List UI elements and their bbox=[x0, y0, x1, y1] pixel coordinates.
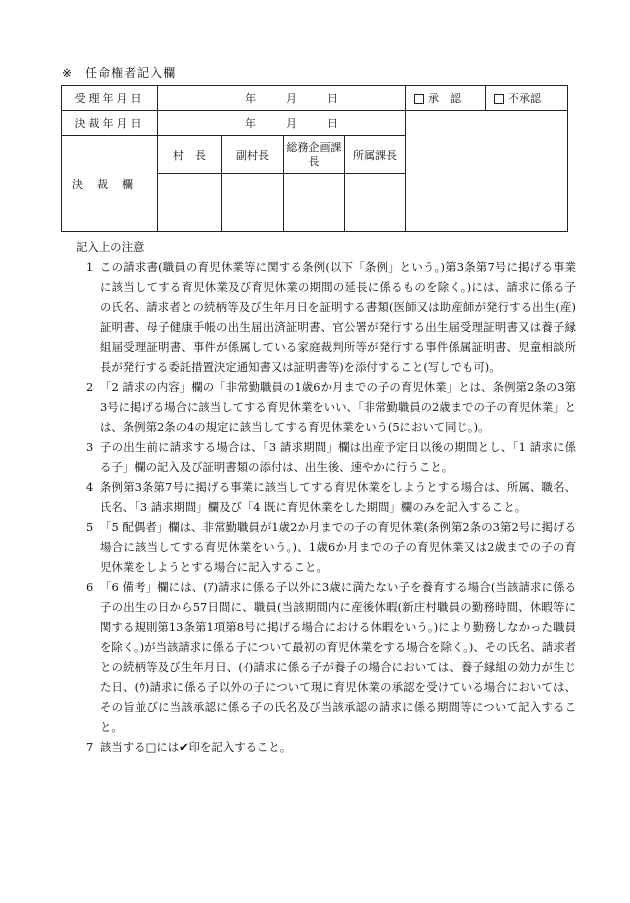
approver-header: 所属課長 bbox=[345, 136, 406, 174]
note-item bbox=[76, 477, 576, 517]
note-number: 7 bbox=[86, 740, 94, 754]
year-unit: 年 bbox=[245, 117, 256, 130]
note-number: 2 bbox=[86, 380, 94, 394]
receipt-date-field[interactable] bbox=[158, 86, 406, 111]
note-number: 4 bbox=[86, 480, 94, 494]
approver-header: 総務企画課長 bbox=[284, 136, 345, 174]
approve-checkbox[interactable] bbox=[406, 86, 486, 111]
day-unit: 日 bbox=[327, 92, 338, 105]
note-text: 該当する□には✔印を記入すること。 bbox=[100, 740, 292, 754]
checkbox-icon bbox=[494, 94, 504, 104]
decision-remarks-area[interactable] bbox=[406, 111, 568, 232]
note-text: 「5 配偶者」欄は、非常勤職員が1歳2か月までの子の育児休業(条例第2条の3第2号に掲げる場合に該当してする育児休業をいう。)、1歳6か月までの子の育児休業又は2歳までの子の育児休業をしようとする場合に記入すること。 bbox=[100, 520, 576, 574]
note-item bbox=[76, 517, 576, 577]
year-unit: 年 bbox=[245, 92, 256, 105]
note-text: 条例第3条第7号に掲げる事業に該当してする育児休業をしようとする場合は、所属、職名、氏名、「3 請求期間」欄及び「4 既に育児休業をした期間」欄のみを記入すること。 bbox=[100, 480, 576, 514]
approver-header: 副村長 bbox=[222, 136, 284, 174]
note-text: 「2 請求の内容」欄の「非常勤職員の1歳6か月までの子の育児休業」とは、条例第2条の3第3号に掲げる場合に該当してする育児休業をいい、「非常勤職員の2歳までの子の育児休業」とは、条例第2条の4の規定に該当してする育児休業をいう(5において同じ。)。 bbox=[100, 380, 576, 434]
reject-label: 不承認 bbox=[508, 92, 541, 105]
reference-mark: ※ bbox=[62, 66, 74, 80]
seal-cell[interactable] bbox=[222, 174, 284, 232]
notes-list bbox=[76, 257, 576, 757]
approve-label: 承 認 bbox=[428, 92, 461, 105]
seal-cell[interactable] bbox=[284, 174, 345, 232]
note-item bbox=[76, 737, 576, 757]
note-text: この請求書(職員の育児休業等に関する条例(以下「条例」という。)第3条第7号に掲げる事業に該当してする育児休業及び育児休業の期間の延長に係るものを除く。)には、請求に係る子の氏名、請求者との続柄等及び生年月日を証明する書類(医師又は助産師が発行する出生(産)証明書、母子健康手帳の出生届出済証明書、官公署が発行する出生届受理証明書又は養子縁組届受理証明書、事件が係属している家庭裁判所等が発行する事件係属証明書、児童相談所長が発行する委託措置決定通知書又は証明書等)を添付すること(写しでも可)。 bbox=[100, 260, 576, 374]
decision-date-label: 決裁年月日 bbox=[62, 111, 158, 136]
month-unit: 月 bbox=[286, 92, 297, 105]
note-number: 6 bbox=[86, 580, 94, 594]
notes-title: 記入上の注意 bbox=[76, 240, 145, 254]
decision-column-label: 決裁欄 bbox=[62, 136, 158, 232]
month-unit: 月 bbox=[286, 117, 297, 130]
note-item bbox=[76, 257, 576, 377]
note-text: 子の出生前に請求する場合は、「3 請求期間」欄は出産予定日以後の期間とし、「1 請求に係る子」欄の記入及び証明書類の添付は、出生後、速やかに行うこと。 bbox=[100, 440, 576, 474]
note-item bbox=[76, 577, 576, 737]
note-text: 「6 備考」欄には、(ｱ)請求に係る子以外に3歳に満たない子を養育する場合(当該請求に係る子の出生の日から57日間に、職員(当該期間内に産後休暇(新庄村職員の勤務時間、休暇等に関する規則第13条第1項第8号に掲げる場合における休暇をいう。)により勤務しなかった職員を除く。)が当該請求に係る子について最初の育児休業をする場合を除く。)、その氏名、請求者との続柄等及び生年月日、(ｲ)請求に係る子が養子の場合においては、養子縁組の効力が生じた日、(ｳ)請求に係る子以外の子について現に育児休業の承認を受けている場合においては、その旨並びに当該承認に係る子の氏名及び当該承認の請求に係る期間等について記入すること。 bbox=[100, 580, 576, 734]
note-number: 3 bbox=[86, 440, 94, 454]
approver-header: 村 長 bbox=[158, 136, 222, 174]
note-item bbox=[76, 377, 576, 437]
section-heading-text: 任命権者記入欄 bbox=[85, 66, 177, 80]
day-unit: 日 bbox=[327, 117, 338, 130]
decision-date-field[interactable] bbox=[158, 111, 406, 136]
note-number: 1 bbox=[86, 260, 94, 274]
note-number: 5 bbox=[86, 520, 94, 534]
appointer-entry-table bbox=[61, 85, 568, 232]
receipt-date-label: 受理年月日 bbox=[62, 86, 158, 111]
reject-checkbox[interactable] bbox=[486, 86, 568, 111]
checkbox-icon bbox=[414, 94, 424, 104]
seal-cell[interactable] bbox=[158, 174, 222, 232]
note-item bbox=[76, 437, 576, 477]
seal-cell[interactable] bbox=[345, 174, 406, 232]
section-heading bbox=[62, 64, 176, 81]
entry-notes bbox=[76, 237, 576, 757]
